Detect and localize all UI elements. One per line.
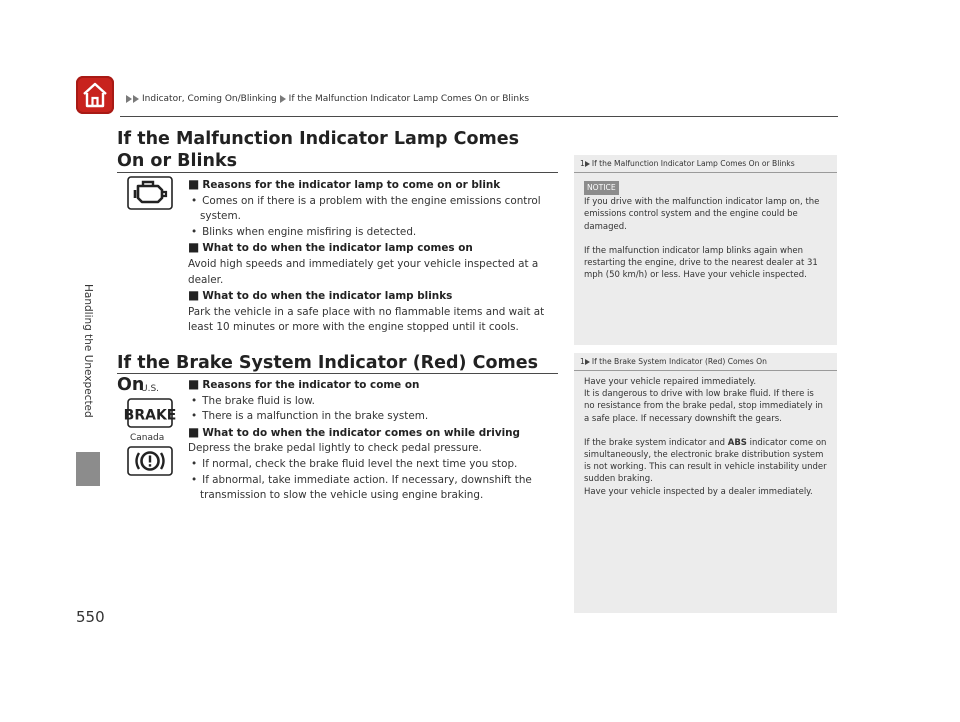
breadcrumb-arrow-icon — [126, 95, 132, 103]
note-title: 1 If the Brake System Indicator (Red) Comes On — [580, 357, 767, 366]
list-item: • If normal, check the brake fluid level the next time you stop. — [188, 457, 560, 473]
list-item: • Comes on if there is a problem with the engine emissions control system. — [188, 194, 560, 225]
section-title-mil: If the Malfunction Indicator Lamp Comes On or Blinks — [117, 129, 520, 171]
subheading-reasons-brake: ■ Reasons for the indicator to come on — [188, 377, 560, 394]
subheading-while-driving: ■ What to do when the indicator comes on while driving — [188, 425, 560, 442]
note-paragraph: Have your vehicle inspected by a dealer immediately. — [584, 486, 813, 497]
engine-indicator-icon — [127, 176, 173, 214]
note-marker: 1 — [580, 357, 585, 366]
note-title: 1 If the Malfunction Indicator Lamp Comes On or Blinks — [580, 159, 795, 168]
brake-indicator-icon — [123, 398, 177, 432]
note-panel-brake — [574, 353, 837, 613]
subheading-reasons-mil: ■ Reasons for the indicator lamp to come on or blink — [188, 177, 560, 194]
abs-label: ABS — [727, 437, 747, 448]
breadcrumb-current: If the Malfunction Indicator Lamp Comes On or Blinks — [288, 94, 530, 104]
note-paragraph: If the brake system indicator and ABS indicator come on simultaneously, the electronic brake distribution system is not working. This can result in vehicle instability under sudden braking. — [584, 437, 827, 485]
note-paragraph: It is dangerous to drive with low brake fluid. If there is no resistance from the brake pedal, stop immediately in a safe place. If necessary downshift the gears. — [584, 389, 823, 424]
region-label-canada: Canada — [130, 433, 165, 443]
subheading-blinks: ■ What to do when the indicator lamp blinks — [188, 288, 560, 305]
paragraph: Park the vehicle in a safe place with no flammable items and wait at least 10 minutes or more with the engine stopped until it cools. — [188, 305, 545, 334]
paragraph: Avoid high speeds and immediately get your vehicle inspected at a dealer. — [188, 257, 539, 286]
home-icon — [81, 81, 109, 109]
brake-warning-circle-icon — [127, 446, 173, 480]
home-button[interactable] — [76, 76, 114, 114]
mil-content — [188, 177, 560, 336]
section-rule — [117, 373, 558, 374]
notice-badge: NOTICE — [584, 181, 619, 195]
note-marker: 1 — [580, 159, 585, 168]
section-rule — [117, 172, 558, 173]
header-rule — [120, 116, 838, 117]
note-arrow-icon — [585, 161, 590, 167]
page-number: 550 — [76, 608, 105, 626]
region-label-us: U.S. — [141, 384, 160, 394]
list-item: • If abnormal, take immediate action. If necessary, downshift the transmission to slow the vehicle using engine braking. — [188, 473, 560, 504]
list-item: • Blinks when engine misfiring is detected. — [188, 225, 560, 241]
breadcrumb — [126, 94, 529, 104]
list-item: • The brake fluid is low. — [188, 394, 560, 410]
section-side-label: Handling the Unexpected — [82, 284, 94, 418]
note-paragraph: If the malfunction indicator lamp blinks again when restarting the engine, drive to the nearest dealer at 31 mph (50 km/h) or less. Have your vehicle inspected. — [584, 245, 818, 281]
breadcrumb-arrow-icon — [133, 95, 139, 103]
subheading-comes-on: ■ What to do when the indicator lamp comes on — [188, 240, 560, 257]
note-arrow-icon — [585, 359, 590, 365]
note-panel-mil — [574, 155, 837, 345]
breadcrumb-link-indicator[interactable]: Indicator, Coming On/Blinking — [142, 94, 277, 104]
breadcrumb-arrow-icon — [280, 95, 286, 103]
section-title-brake: If the Brake System Indicator (Red) Comes On — [117, 353, 539, 395]
paragraph: Depress the brake pedal lightly to check pedal pressure. — [188, 442, 482, 455]
section-tab-marker[interactable] — [76, 452, 100, 486]
brake-content — [188, 377, 560, 504]
note-paragraph: If you drive with the malfunction indicator lamp on, the emissions control system and the engine could be damaged. — [584, 197, 820, 232]
list-item: • There is a malfunction in the brake system. — [188, 409, 560, 425]
note-paragraph: Have your vehicle repaired immediately. — [584, 377, 757, 387]
brake-word: BRAKE — [123, 407, 177, 424]
